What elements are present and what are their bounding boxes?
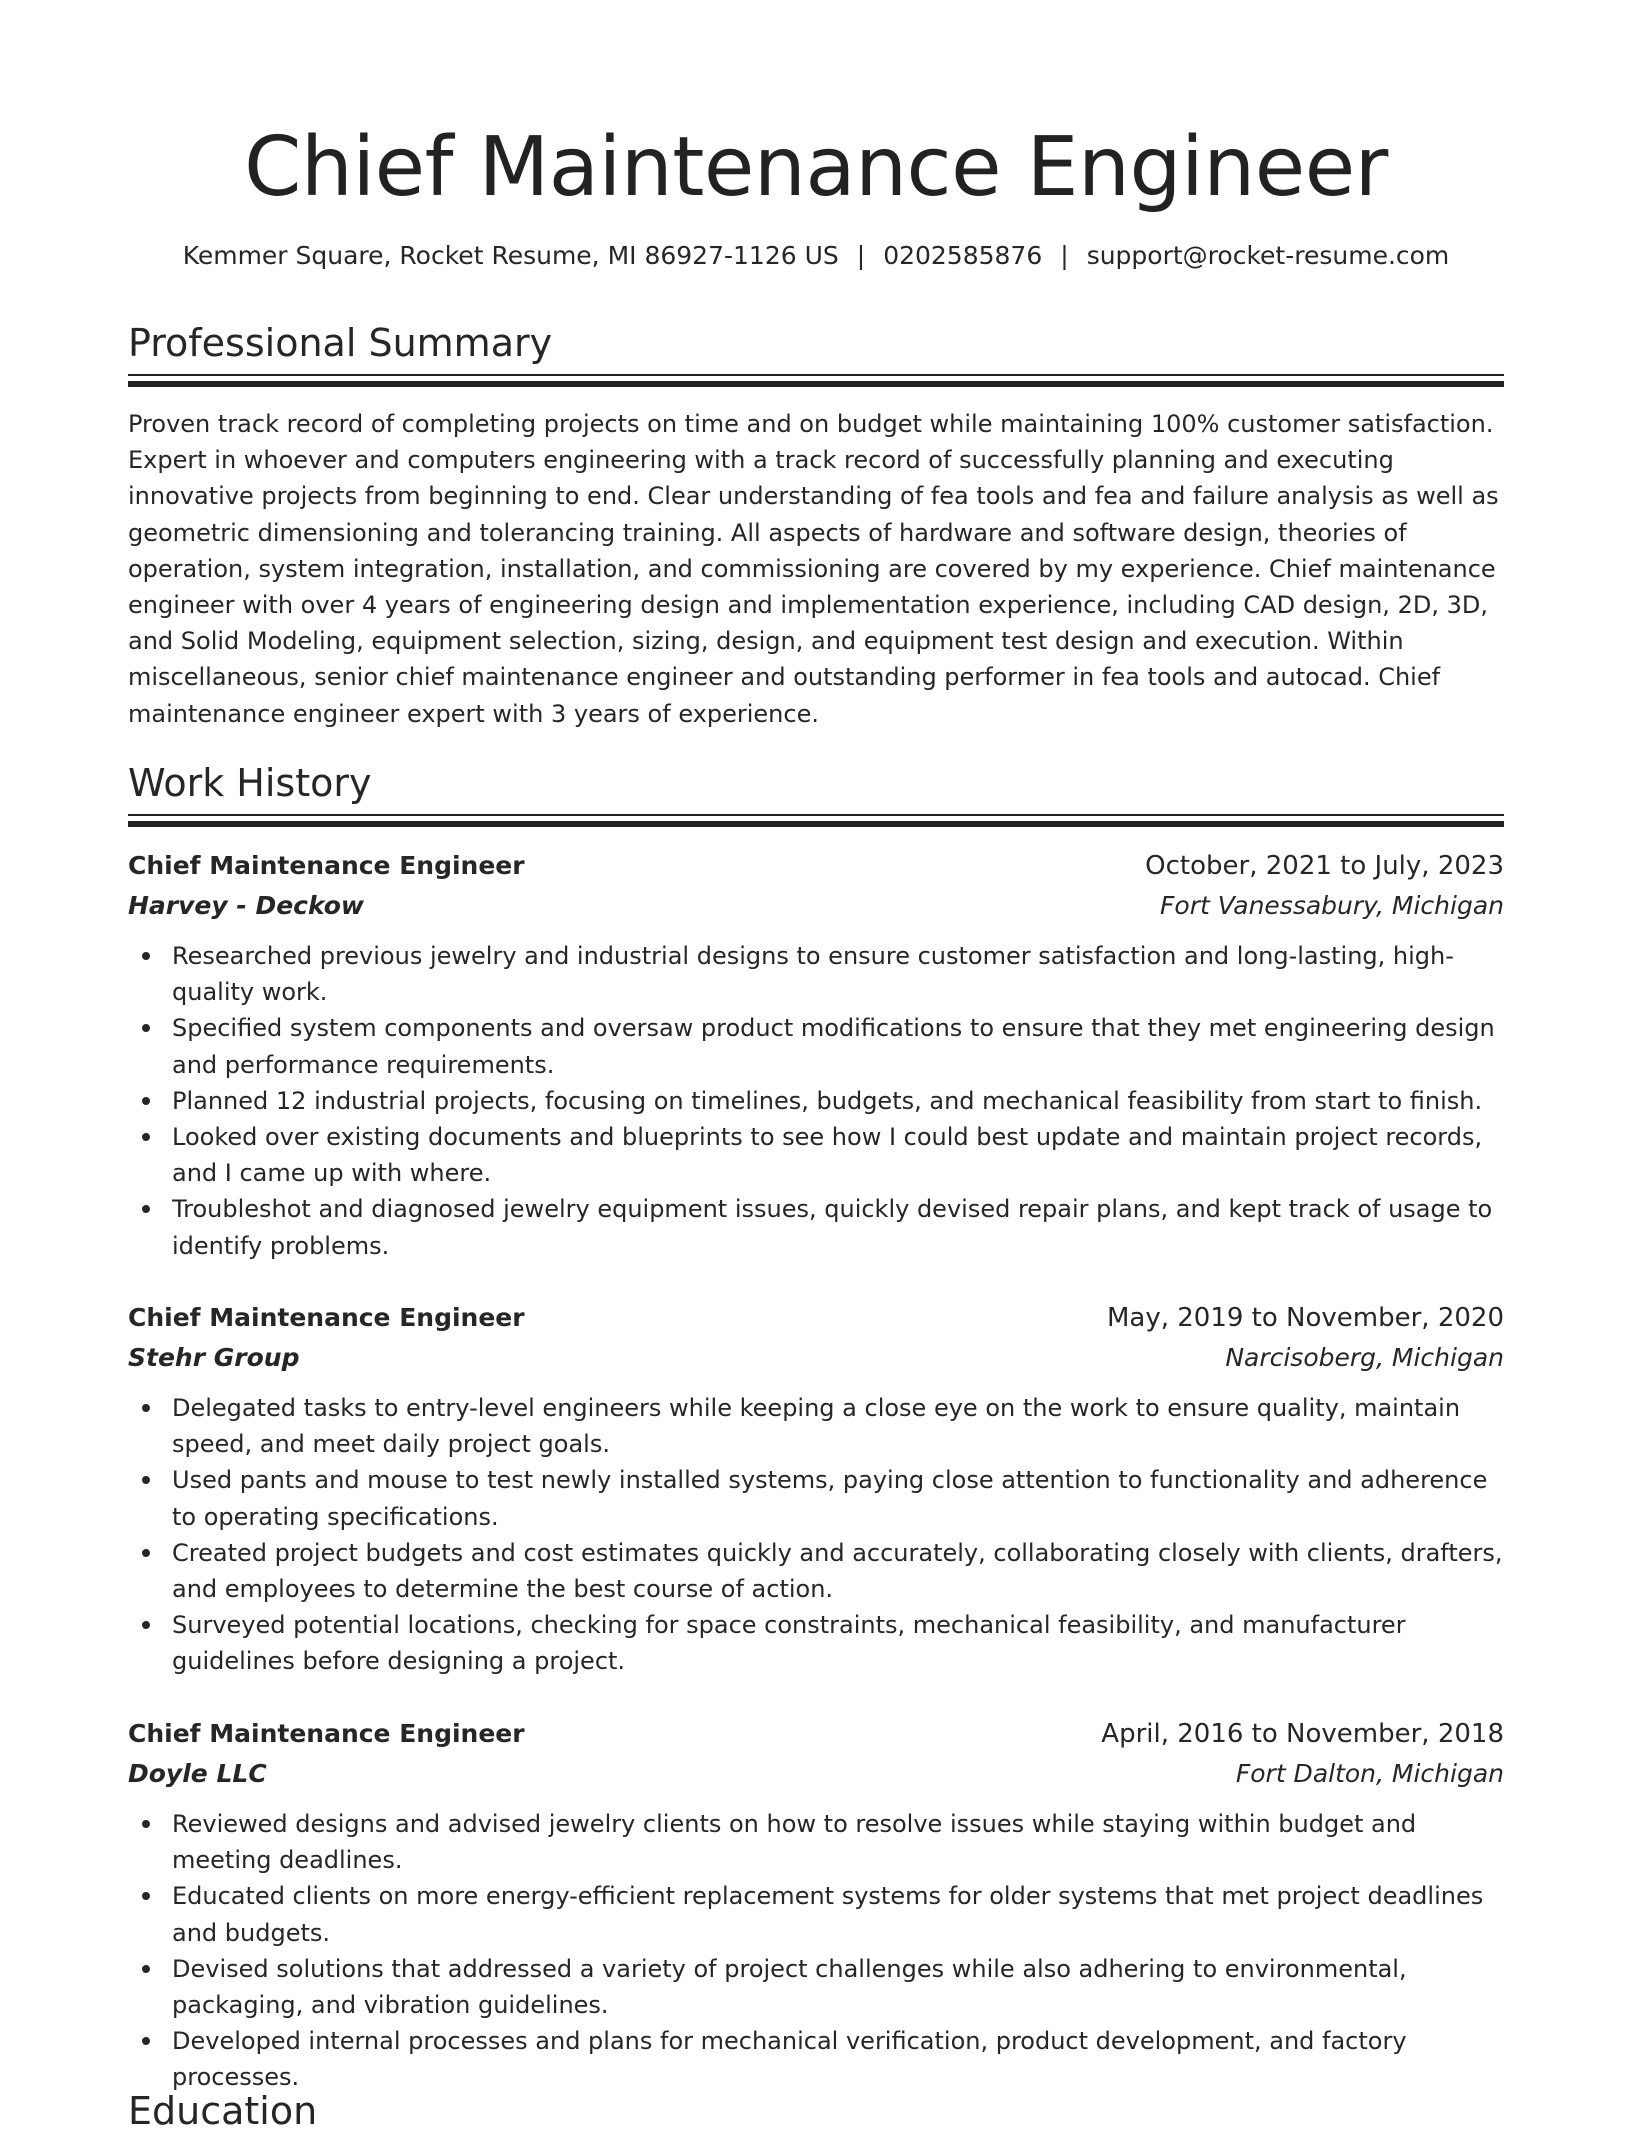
job-subheader-row — [128, 886, 1504, 926]
job-bullet: Specified system components and oversaw product modifications to ensure that they met engineering design and performance requirements. — [172, 1010, 1504, 1082]
contact-address: Kemmer Square, Rocket Resume, MI 86927-1126 US — [182, 241, 839, 270]
job-entry — [128, 1298, 1504, 1680]
job-bullet: Educated clients on more energy-efficient replacement systems for older systems that met project deadlines and budgets. — [172, 1878, 1504, 1950]
section-divider — [128, 814, 1504, 826]
contact-email[interactable]: support@rocket-resume.com — [1086, 241, 1450, 270]
job-title: Chief Maintenance Engineer — [128, 851, 525, 880]
work-section-header — [128, 758, 1504, 826]
contact-separator: | — [1060, 241, 1069, 270]
summary-text: Proven track record of completing projects on time and on budget while maintaining 100% customer satisfaction. Expert in whoever and computers engineering with a track record of successfully planning and executing innovative projects from beginning to end. Clear understanding of fea tools and fea and failure analysis as well as geometric dimensioning and tolerancing training. All aspects of hardware and software design, theories of operation, system integration, installation, and commissioning are covered by my experience. Chief maintenance engineer with over 4 years of engineering design and implementation experience, including CAD design, 2D, 3D, and Solid Modeling, equipment selection, sizing, design, and equipment test design and execution. Within miscellaneous, senior chief maintenance engineer and outstanding performer in fea tools and autocad. Chief maintenance engineer expert with 3 years of experience. — [128, 410, 1499, 728]
job-header-row — [128, 846, 1504, 886]
job-bullet: Surveyed potential locations, checking for space constraints, mechanical feasibility, and manufacturer guidelines before designing a project. — [172, 1607, 1504, 1679]
job-title: Chief Maintenance Engineer — [128, 1719, 525, 1748]
job-dates: May, 2019 to November, 2020 — [1106, 1303, 1504, 1333]
job-location: Fort Vanessabury, Michigan — [1160, 891, 1504, 920]
job-dates: April, 2016 to November, 2018 — [1101, 1719, 1504, 1749]
job-bullet: Devised solutions that addressed a variety of project challenges while also adhering to environmental, packaging, and vibration guidelines. — [172, 1951, 1504, 2023]
summary-heading: Professional Summary — [128, 321, 553, 365]
education-section-header — [128, 2086, 1504, 2136]
job-dates: October, 2021 to July, 2023 — [1145, 851, 1504, 881]
job-bullet: Planned 12 industrial projects, focusing on timelines, budgets, and mechanical feasibility from start to finish. — [172, 1083, 1504, 1119]
resume-title: Chief Maintenance Engineer — [244, 120, 1388, 215]
job-company: Stehr Group — [128, 1343, 300, 1372]
job-location: Fort Dalton, Michigan — [1235, 1759, 1504, 1788]
job-subheader-row — [128, 1338, 1504, 1378]
job-bullet: Used pants and mouse to test newly installed systems, paying close attention to functionality and adherence to operating specifications. — [172, 1462, 1504, 1534]
job-header-row — [128, 1298, 1504, 1338]
job-location: Narcisoberg, Michigan — [1225, 1343, 1504, 1372]
job-bullet: Troubleshot and diagnosed jewelry equipment issues, quickly devised repair plans, and kept track of usage to identify problems. — [172, 1191, 1504, 1263]
job-bullet: Developed internal processes and plans for mechanical verification, product development, and factory processes. — [172, 2023, 1504, 2095]
job-company: Harvey - Deckow — [128, 891, 364, 920]
job-bullet: Delegated tasks to entry-level engineers while keeping a close eye on the work to ensure quality, maintain speed, and meet daily project goals. — [172, 1390, 1504, 1462]
contact-phone: 0202585876 — [883, 241, 1043, 270]
education-heading: Education — [128, 2089, 318, 2133]
job-entry — [128, 1714, 1504, 2096]
job-bullet: Reviewed designs and advised jewelry clients on how to resolve issues while staying within budget and meeting deadlines. — [172, 1806, 1504, 1878]
job-bullet-list — [128, 1390, 1504, 1680]
job-bullet-list — [128, 938, 1504, 1264]
job-bullet: Researched previous jewelry and industrial designs to ensure customer satisfaction and long-lasting, high-quality work. — [172, 938, 1504, 1010]
contact-line — [128, 238, 1504, 274]
job-bullet: Looked over existing documents and blueprints to see how I could best update and maintain project records, and I came up with where. — [172, 1119, 1504, 1191]
job-entry — [128, 846, 1504, 1264]
job-title: Chief Maintenance Engineer — [128, 1303, 525, 1332]
section-divider — [128, 374, 1504, 386]
summary-section-header — [128, 318, 1504, 386]
job-company: Doyle LLC — [128, 1759, 267, 1788]
job-header-row — [128, 1714, 1504, 1754]
job-bullet-list — [128, 1806, 1504, 2096]
job-bullet: Created project budgets and cost estimates quickly and accurately, collaborating closely with clients, drafters, and employees to determine the best course of action. — [172, 1535, 1504, 1607]
contact-separator: | — [856, 241, 866, 270]
job-subheader-row — [128, 1754, 1504, 1794]
work-heading: Work History — [128, 761, 372, 805]
